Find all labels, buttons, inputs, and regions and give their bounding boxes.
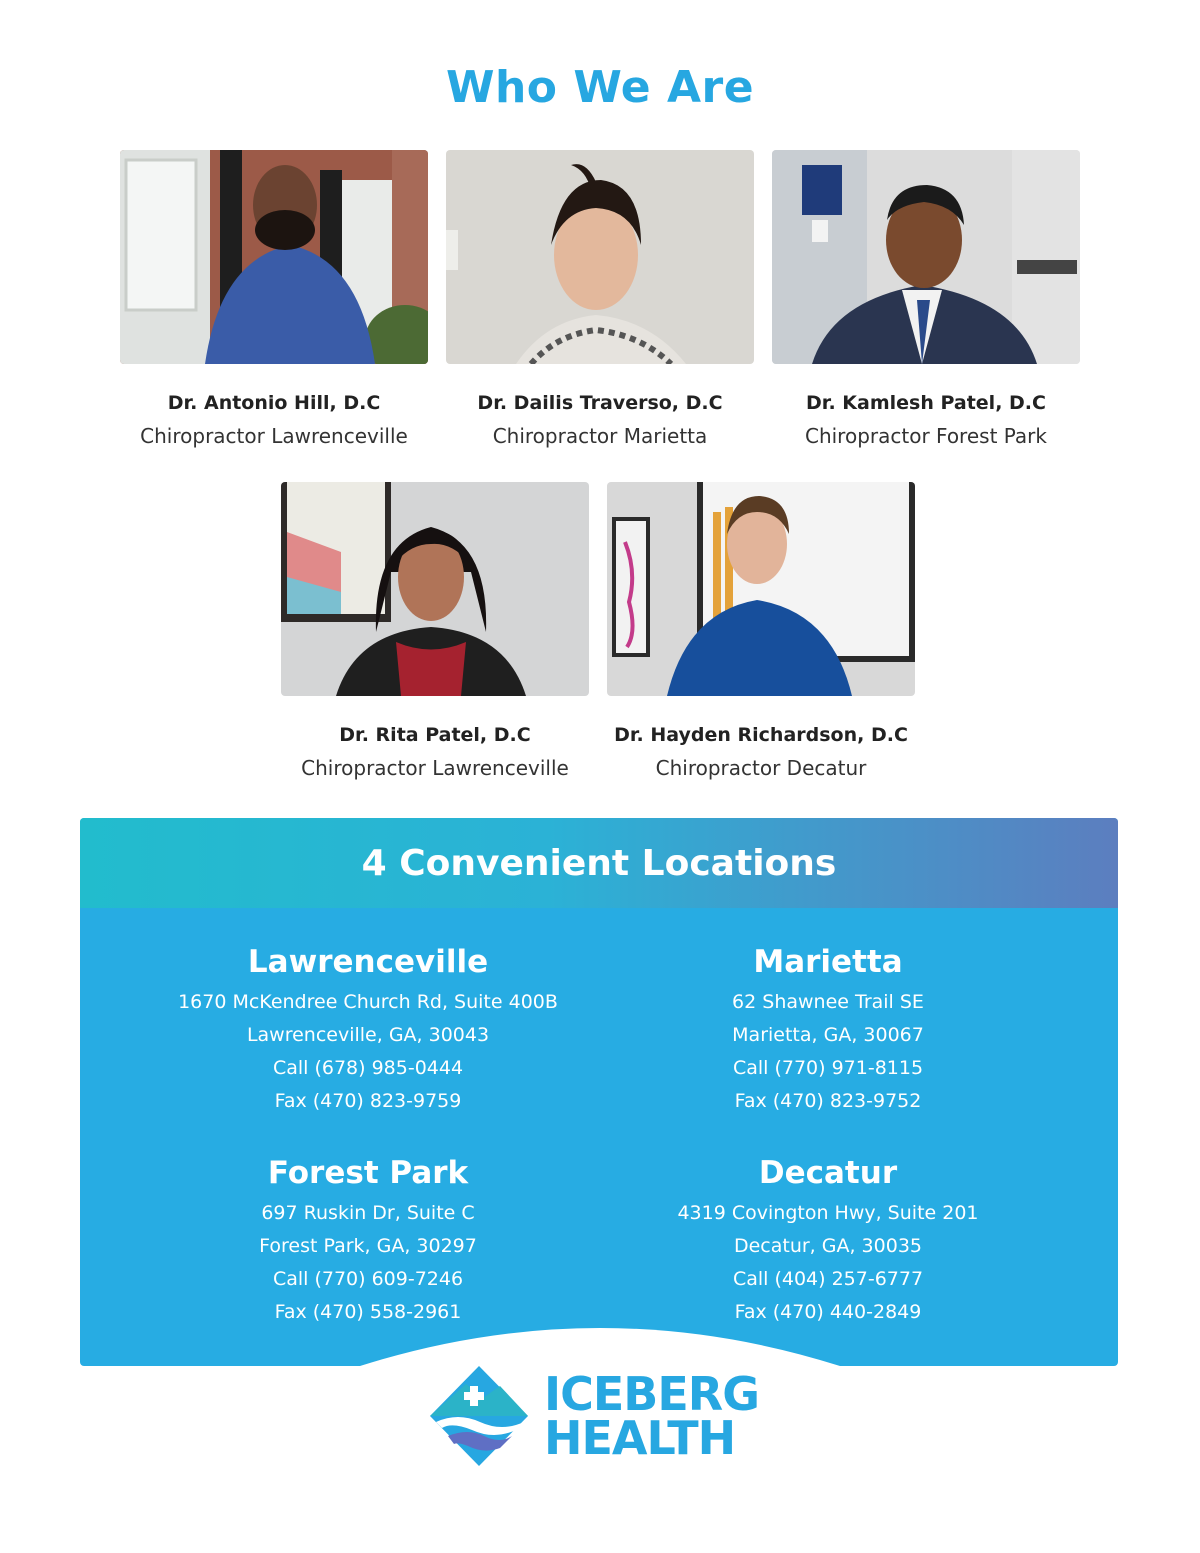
doctor-name: Dr. Dailis Traverso, D.C (477, 392, 723, 414)
location-name: Decatur (758, 1155, 898, 1191)
doctor-name: Dr. Kamlesh Patel, D.C (806, 392, 1046, 414)
location-forest-park (133, 1155, 603, 1329)
location-fax: Fax (470) 823-9759 (274, 1090, 462, 1112)
doctor-photo (772, 150, 1080, 364)
locations-title: 4 Convenient Locations (361, 842, 837, 884)
location-address: 62 Shawnee Trail SE (732, 991, 924, 1013)
iceberg-health-logo (428, 1364, 778, 1468)
location-name: Marietta (753, 944, 903, 980)
location-phone[interactable]: Call (404) 257-6777 (732, 1268, 924, 1290)
doctor-photo (120, 150, 428, 364)
page-title: Who We Are (445, 62, 755, 113)
doctor-name: Dr. Antonio Hill, D.C (167, 392, 381, 414)
doctor-role: Chiropractor Marietta (492, 424, 708, 448)
doctor-card (281, 482, 589, 780)
location-name: Lawrenceville (247, 944, 489, 980)
logo-line-2: HEALTH (544, 1411, 736, 1465)
doctor-role: Chiropractor Decatur (655, 756, 867, 780)
iceberg-logo-icon (428, 1364, 530, 1468)
location-marietta (593, 944, 1063, 1118)
doctor-photo (281, 482, 589, 696)
location-fax: Fax (470) 440-2849 (734, 1301, 922, 1323)
location-phone[interactable]: Call (678) 985-0444 (272, 1057, 464, 1079)
doctor-role: Chiropractor Lawrenceville (301, 756, 569, 780)
location-city: Decatur, GA, 30035 (733, 1235, 923, 1257)
logo-line-1: ICEBERG (544, 1367, 759, 1421)
doctor-card (772, 150, 1080, 448)
doctor-role: Chiropractor Forest Park (804, 424, 1047, 448)
doctor-card (607, 482, 915, 780)
doctor-photo (607, 482, 915, 696)
location-fax: Fax (470) 558-2961 (274, 1301, 462, 1323)
location-fax: Fax (470) 823-9752 (734, 1090, 922, 1112)
location-address: 1670 McKendree Church Rd, Suite 400B (178, 991, 558, 1013)
location-city: Lawrenceville, GA, 30043 (246, 1024, 490, 1046)
logo-wordmark (544, 1367, 759, 1465)
doctor-card (446, 150, 754, 448)
locations-panel (80, 818, 1118, 1366)
location-city: Forest Park, GA, 30297 (259, 1235, 477, 1257)
location-address: 4319 Covington Hwy, Suite 201 (677, 1202, 979, 1224)
location-address: 697 Ruskin Dr, Suite C (261, 1202, 475, 1224)
location-city: Marietta, GA, 30067 (732, 1024, 924, 1046)
doctor-card (120, 150, 428, 448)
location-lawrenceville (133, 944, 603, 1118)
location-name: Forest Park (267, 1155, 469, 1191)
doctor-name: Dr. Rita Patel, D.C (339, 724, 531, 746)
location-decatur (593, 1155, 1063, 1329)
locations-header (80, 818, 1118, 908)
location-phone[interactable]: Call (770) 609-7246 (272, 1268, 464, 1290)
doctor-name: Dr. Hayden Richardson, D.C (614, 724, 908, 746)
location-phone[interactable]: Call (770) 971-8115 (732, 1057, 924, 1079)
doctor-photo (446, 150, 754, 364)
doctor-role: Chiropractor Lawrenceville (140, 424, 408, 448)
